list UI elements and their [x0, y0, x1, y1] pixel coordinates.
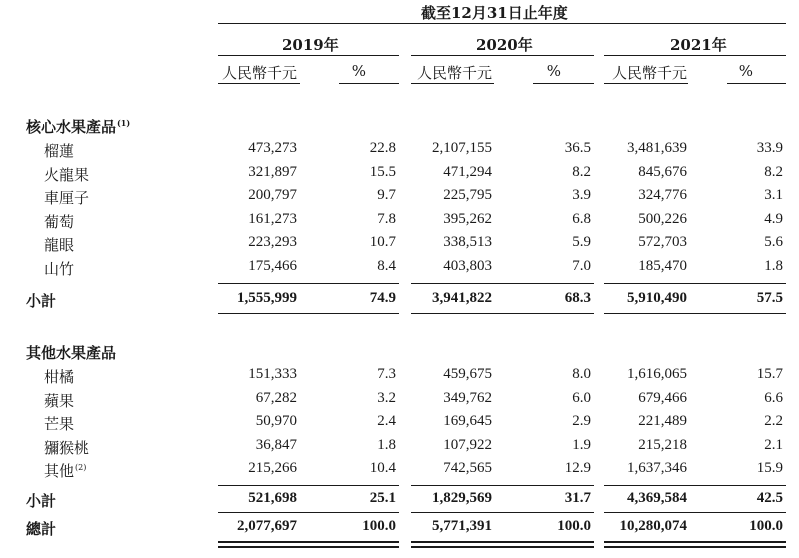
- value-cell: 2,077,697: [237, 518, 297, 534]
- value-cell: 169,645: [443, 413, 492, 430]
- subtotal-top-rule: [218, 485, 399, 486]
- value-cell: 324,776: [638, 187, 687, 204]
- other-row-label: 蘋果: [44, 391, 75, 410]
- year-underline: [411, 55, 594, 56]
- total-double-rule: [604, 541, 786, 543]
- subtotal-top-rule: [604, 485, 786, 486]
- value-cell: 473,273: [248, 140, 297, 156]
- percent-cell: 42.5: [756, 490, 783, 506]
- value-cell: 50,970: [255, 413, 297, 430]
- value-cell: 521,698: [248, 490, 297, 506]
- value-cell: 679,466: [638, 389, 687, 406]
- percent-cell: 33.9: [756, 140, 783, 156]
- other-row-label: 柑橘: [44, 368, 75, 386]
- value-cell: 223,293: [248, 234, 297, 251]
- core-row-label: 車厘子: [44, 189, 90, 208]
- value-cell: 215,218: [638, 436, 687, 453]
- unit-underline: [339, 83, 399, 84]
- percent-cell: 7.3: [377, 366, 396, 382]
- percent-cell: 22.8: [369, 140, 396, 156]
- subtotal-bottom-rule: [218, 313, 399, 314]
- value-cell: 321,897: [248, 163, 297, 180]
- percent-cell: 1.8: [764, 258, 783, 274]
- value-cell: 3,481,639: [627, 140, 687, 156]
- percent-cell: 25.1: [369, 490, 396, 506]
- value-cell: 742,565: [443, 460, 492, 477]
- value-cell: 403,803: [443, 258, 492, 274]
- value-cell: 185,470: [638, 258, 687, 274]
- percent-cell: 1.8: [377, 436, 396, 453]
- core-row-label: 葡萄: [44, 212, 75, 231]
- value-cell: 36,847: [255, 436, 297, 453]
- total-double-rule: [218, 546, 399, 548]
- value-cell: 221,489: [638, 413, 687, 430]
- subtotal-bottom-rule: [218, 512, 399, 513]
- subtotal-bottom-rule: [411, 512, 594, 513]
- subtotal-bottom-rule: [604, 313, 786, 314]
- percent-cell: 7.8: [377, 210, 396, 227]
- core-section-title: 核心水果產品$^{(1)}$: [26, 118, 131, 136]
- percent-cell: 100.0: [362, 518, 396, 534]
- percent-cell: 2.2: [764, 413, 783, 430]
- subtotal-top-rule: [411, 485, 594, 486]
- percent-cell: 5.6: [764, 234, 783, 251]
- value-cell: 395,262: [443, 210, 492, 227]
- percent-cell: 68.3: [564, 290, 591, 306]
- core-row-label: 龍眼: [44, 236, 75, 255]
- percent-cell: 15.7: [756, 366, 783, 382]
- subtotal-bottom-rule: [411, 313, 594, 314]
- subtotal-top-rule: [411, 283, 594, 284]
- percent-cell: 100.0: [749, 518, 783, 534]
- year-header: 2019年: [282, 36, 339, 54]
- value-cell: 349,762: [443, 389, 492, 406]
- year-underline: [218, 55, 399, 56]
- value-cell: 471,294: [443, 163, 492, 180]
- value-cell: 459,675: [443, 366, 492, 382]
- unit-underline: [218, 83, 300, 84]
- unit-underline: [727, 83, 786, 84]
- value-cell: 225,795: [443, 187, 492, 204]
- percent-cell: 8.2: [764, 163, 783, 180]
- subtotal-top-rule: [604, 283, 786, 284]
- value-cell: 3,941,822: [432, 290, 492, 306]
- percent-label: %: [738, 62, 753, 80]
- footnote-marker: (2): [75, 463, 87, 473]
- year-header: 2021年: [670, 36, 727, 54]
- percent-cell: 2.4: [377, 413, 396, 430]
- other-row-label: 其他$^{(2)}$: [44, 462, 87, 481]
- unit-underline: [604, 83, 688, 84]
- period-title: 截至12月31日止年度: [421, 4, 568, 22]
- percent-cell: 6.6: [764, 389, 783, 406]
- total-double-rule: [218, 541, 399, 543]
- percent-cell: 57.5: [756, 290, 783, 306]
- percent-cell: 36.5: [564, 140, 591, 156]
- percent-cell: 12.9: [564, 460, 591, 477]
- year-underline: [604, 55, 786, 56]
- value-cell: 10,280,074: [619, 518, 687, 534]
- value-cell: 500,226: [638, 210, 687, 227]
- unit-underline: [411, 83, 494, 84]
- percent-cell: 2.9: [572, 413, 591, 430]
- core-subtotal-label: 小計: [26, 292, 57, 310]
- percent-cell: 10.7: [369, 234, 396, 251]
- value-cell: 1,616,065: [627, 366, 687, 382]
- value-cell: 2,107,155: [432, 140, 492, 156]
- percent-label: %: [351, 62, 366, 80]
- core-row-label: 山竹: [44, 260, 75, 278]
- percent-cell: 3.9: [572, 187, 591, 204]
- unit-label: 人民幣千元: [611, 64, 687, 82]
- percent-cell: 74.9: [369, 290, 396, 306]
- total-double-rule: [604, 546, 786, 548]
- other-section-title: 其他水果產品: [26, 344, 117, 362]
- value-cell: 1,637,346: [627, 460, 687, 477]
- percent-label: %: [546, 62, 561, 80]
- year-header: 2020年: [476, 36, 533, 54]
- value-cell: 161,273: [248, 210, 297, 227]
- percent-cell: 8.2: [572, 163, 591, 180]
- percent-cell: 9.7: [377, 187, 396, 204]
- percent-cell: 3.1: [764, 187, 783, 204]
- percent-cell: 100.0: [557, 518, 591, 534]
- percent-cell: 1.9: [572, 436, 591, 453]
- subtotal-top-rule: [218, 283, 399, 284]
- footnote-marker: (1): [117, 118, 131, 128]
- percent-cell: 15.5: [369, 163, 396, 180]
- percent-cell: 3.2: [377, 389, 396, 406]
- period-underline: [218, 23, 786, 24]
- value-cell: 175,466: [248, 258, 297, 274]
- value-cell: 1,555,999: [237, 290, 297, 306]
- value-cell: 107,922: [443, 436, 492, 453]
- unit-label: 人民幣千元: [416, 64, 492, 82]
- percent-cell: 5.9: [572, 234, 591, 251]
- value-cell: 1,829,569: [432, 490, 492, 506]
- percent-cell: 15.9: [756, 460, 783, 477]
- unit-underline: [533, 83, 594, 84]
- percent-cell: 4.9: [764, 210, 783, 227]
- unit-label: 人民幣千元: [221, 64, 297, 82]
- total-double-rule: [411, 541, 594, 543]
- subtotal-bottom-rule: [604, 512, 786, 513]
- percent-cell: 6.0: [572, 389, 591, 406]
- percent-cell: 8.0: [572, 366, 591, 382]
- value-cell: 5,771,391: [432, 518, 492, 534]
- other-subtotal-label: 小計: [26, 492, 57, 510]
- percent-cell: 7.0: [572, 258, 591, 274]
- other-row-label: 芒果: [44, 415, 75, 434]
- value-cell: 67,282: [255, 389, 297, 406]
- core-row-label: 榴蓮: [44, 142, 75, 160]
- value-cell: 572,703: [638, 234, 687, 251]
- value-cell: 4,369,584: [627, 490, 687, 506]
- value-cell: 845,676: [638, 163, 687, 180]
- total-double-rule: [411, 546, 594, 548]
- other-row-label: 獼猴桃: [44, 438, 90, 457]
- value-cell: 200,797: [248, 187, 297, 204]
- core-row-label: 火龍果: [44, 165, 90, 184]
- percent-cell: 10.4: [369, 460, 396, 477]
- grand-total-label: 總計: [26, 520, 57, 538]
- value-cell: 338,513: [443, 234, 492, 251]
- value-cell: 5,910,490: [627, 290, 687, 306]
- value-cell: 215,266: [248, 460, 297, 477]
- value-cell: 151,333: [248, 366, 297, 382]
- percent-cell: 8.4: [377, 258, 396, 274]
- percent-cell: 2.1: [764, 436, 783, 453]
- percent-cell: 6.8: [572, 210, 591, 227]
- percent-cell: 31.7: [564, 490, 591, 506]
